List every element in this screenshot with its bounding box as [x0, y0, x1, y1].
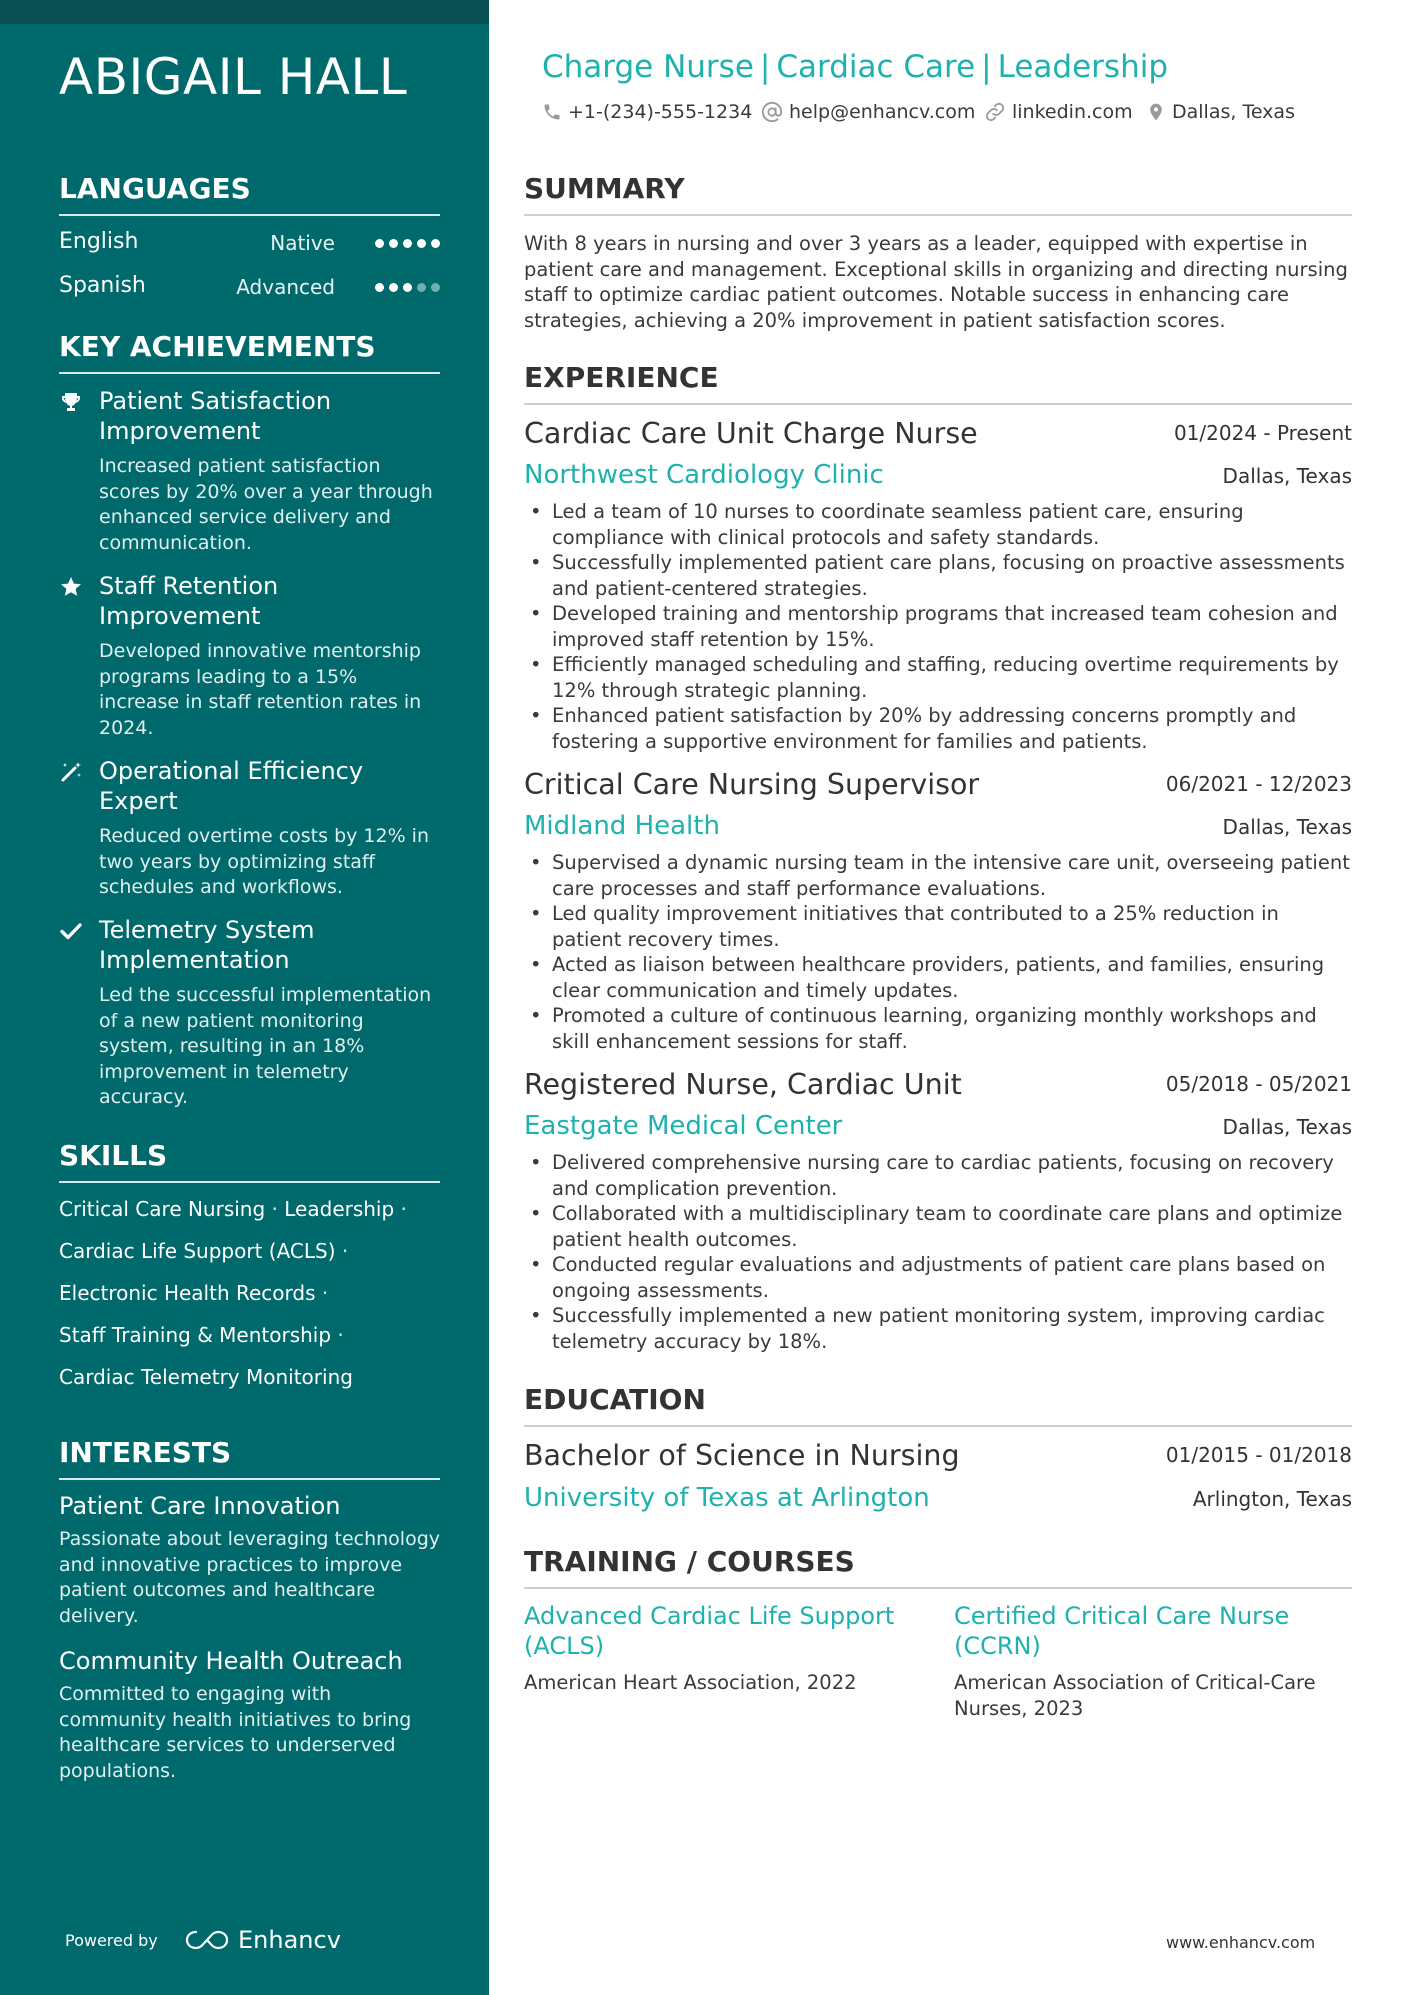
- job-location: Dallas, Texas: [1222, 815, 1352, 839]
- language-proficiency-dots: [375, 283, 440, 292]
- sidebar: [0, 0, 489, 1995]
- skill-label: Cardiac Telemetry Monitoring: [59, 1365, 353, 1389]
- job-bullets: [524, 850, 1354, 1054]
- proficiency-dot: [375, 239, 384, 248]
- job-bullets: [524, 1150, 1354, 1354]
- course-item: [524, 1601, 924, 1696]
- job-date: 01/2024 - Present: [1173, 421, 1352, 445]
- checkmark-icon: [59, 919, 83, 943]
- job-date: 06/2021 - 12/2023: [1165, 772, 1352, 796]
- job-company: Eastgate Medical Center: [524, 1111, 843, 1141]
- course-provider: American Heart Association, 2022: [524, 1671, 857, 1694]
- headline: [542, 49, 1168, 85]
- job-bullet: • Promoted a culture of continuous learning, organizing monthly workshops and skill enhancement sessions for staff.: [524, 1003, 1354, 1054]
- education-date: 01/2015 - 01/2018: [1165, 1443, 1352, 1467]
- skill-label: Staff Training & Mentorship: [59, 1323, 332, 1347]
- headline-item: Charge Nurse: [542, 49, 754, 85]
- skill-label: Leadership: [284, 1197, 395, 1221]
- enhancv-website-link[interactable]: www.enhancv.com: [1166, 1933, 1316, 1952]
- job-bullet: • Conducted regular evaluations and adjustments of patient care plans based on ongoing assessments.: [524, 1252, 1354, 1303]
- location-text: Dallas, Texas: [1172, 101, 1295, 123]
- job-title: Cardiac Care Unit Charge Nurse: [524, 417, 978, 450]
- summary-title: SUMMARY: [524, 172, 1352, 216]
- trophy-icon: [59, 390, 83, 414]
- interest-description: Committed to engaging with community health initiatives to bring healthcare services to underserved populations.: [59, 1683, 412, 1782]
- language-row: [59, 229, 440, 263]
- achievement-title: Patient Satisfaction Improvement: [99, 387, 332, 445]
- job-bullet: • Enhanced patient satisfaction by 20% by addressing concerns promptly and fostering a supportive environment for families and patients.: [524, 703, 1354, 754]
- language-level: Advanced: [236, 275, 335, 299]
- skill-item: [59, 1197, 407, 1221]
- education-school: University of Texas at Arlington: [524, 1483, 930, 1513]
- training-courses-title: TRAINING / COURSES: [524, 1545, 1352, 1589]
- skill-separator: ·: [337, 1323, 344, 1347]
- proficiency-dot: [431, 283, 440, 292]
- proficiency-dot: [389, 239, 398, 248]
- headline-item: Cardiac Care: [776, 49, 976, 85]
- job-date: 05/2018 - 05/2021: [1165, 1072, 1352, 1096]
- proficiency-dot: [389, 283, 398, 292]
- headline-separator: |: [759, 49, 771, 85]
- skill-item: [59, 1239, 348, 1263]
- proficiency-dot: [417, 283, 426, 292]
- summary-text: With 8 years in nursing and over 3 years as a leader, equipped with expertise in patient care and management. Exceptional skills in organizing and directing nursing staff to optimize cardiac patient outcomes. Notable success in enhancing care strategies, achieving a 20% improvement in patient satisfaction scores.: [524, 232, 1348, 332]
- languages-title: LANGUAGES: [59, 172, 440, 216]
- job-bullet: • Collaborated with a multidisciplinary team to coordinate care plans and optimize patient health outcomes.: [524, 1201, 1354, 1252]
- proficiency-dot: [375, 283, 384, 292]
- contact-phone[interactable]: [542, 101, 752, 123]
- interest-title: Community Health Outreach: [59, 1647, 403, 1675]
- job-bullets: [524, 499, 1354, 754]
- skill-item: [59, 1365, 353, 1389]
- job-bullet: • Delivered comprehensive nursing care to cardiac patients, focusing on recovery and complication prevention.: [524, 1150, 1354, 1201]
- skill-label: Critical Care Nursing: [59, 1197, 266, 1221]
- achievement-description: Increased patient satisfaction scores by 20% over a year through enhanced service delivery and communication.: [99, 455, 433, 554]
- job-bullet: • Developed training and mentorship programs that increased team cohesion and improved staff retention by 15%.: [524, 601, 1354, 652]
- skill-separator: ·: [271, 1197, 278, 1221]
- achievement-description: Reduced overtime costs by 12% in two years by optimizing staff schedules and workflows.: [99, 825, 430, 898]
- star-icon: [59, 575, 83, 599]
- job-company: Midland Health: [524, 811, 720, 841]
- location-pin-icon: [1146, 101, 1166, 123]
- skill-label: Electronic Health Records: [59, 1281, 316, 1305]
- course-title: Certified Critical Care Nurse (CCRN): [954, 1602, 1290, 1660]
- skill-item: [59, 1323, 344, 1347]
- skill-separator: ·: [341, 1239, 349, 1263]
- course-title: Advanced Cardiac Life Support (ACLS): [524, 1602, 895, 1660]
- job-title: Critical Care Nursing Supervisor: [524, 768, 980, 801]
- interests-title: INTERESTS: [59, 1436, 440, 1480]
- phone-icon: [542, 102, 562, 122]
- enhancv-brand-text: Enhancv: [238, 1926, 341, 1954]
- achievement-title: Staff Retention Improvement: [99, 572, 279, 630]
- phone-text: +1-(234)-555-1234: [568, 101, 753, 123]
- achievement-item: [59, 571, 440, 741]
- achievement-title: Telemetry System Implementation: [99, 916, 315, 974]
- job-location: Dallas, Texas: [1222, 1115, 1352, 1139]
- proficiency-dot: [431, 239, 440, 248]
- achievement-item: [59, 756, 440, 901]
- linkedin-text: linkedin.com: [1012, 101, 1133, 123]
- enhancv-logo-icon: [184, 1928, 230, 1952]
- proficiency-dot: [403, 283, 412, 292]
- language-name: English: [59, 229, 139, 254]
- job-bullet: • Supervised a dynamic nursing team in the intensive care unit, overseeing patient care processes and staff performance evaluations.: [524, 850, 1354, 901]
- contact-linkedin[interactable]: [984, 101, 1133, 123]
- job-bullet: • Led a team of 10 nurses to coordinate seamless patient care, ensuring compliance with clinical protocols and safety standards.: [524, 499, 1354, 550]
- job-bullet: • Led quality improvement initiatives that contributed to a 25% reduction in patient recovery times.: [524, 901, 1354, 952]
- skill-separator: ·: [400, 1197, 407, 1221]
- job-location: Dallas, Texas: [1222, 464, 1352, 488]
- at-sign-icon: [761, 101, 783, 123]
- skills-title: SKILLS: [59, 1139, 440, 1183]
- achievement-description: Developed innovative mentorship programs leading to a 15% increase in staff retention rates in 2024.: [99, 640, 422, 739]
- education-title: EDUCATION: [524, 1383, 1352, 1427]
- key-achievements-title: KEY ACHIEVEMENTS: [59, 330, 440, 374]
- link-icon: [984, 101, 1006, 123]
- email-text: help@enhancv.com: [789, 101, 976, 123]
- proficiency-dot: [403, 239, 412, 248]
- education-location: Arlington, Texas: [1192, 1487, 1352, 1511]
- course-item: [954, 1601, 1354, 1721]
- candidate-name: ABIGAIL HALL: [59, 48, 408, 106]
- headline-item: Leadership: [997, 49, 1169, 85]
- enhancv-logo[interactable]: [184, 1926, 341, 1954]
- skill-item: [59, 1281, 328, 1305]
- language-level: Native: [270, 231, 335, 255]
- skill-separator: ·: [321, 1281, 329, 1305]
- headline-separator: |: [981, 49, 992, 85]
- proficiency-dot: [417, 239, 426, 248]
- contact-location: [1146, 101, 1295, 123]
- interest-item: [59, 1646, 440, 1784]
- achievement-title: Operational Efficiency Expert: [99, 757, 364, 815]
- interest-description: Passionate about leveraging technology and innovative practices to improve patient outcomes and healthcare delivery.: [59, 1528, 441, 1627]
- sidebar-top-bar: [0, 0, 489, 24]
- powered-by-label: Powered by: [65, 1931, 158, 1950]
- contact-email[interactable]: [761, 101, 975, 123]
- achievement-description: Led the successful implementation of a new patient monitoring system, resulting in an 18% improvement in telemetry accuracy.: [99, 984, 432, 1108]
- job-bullet: • Acted as liaison between healthcare providers, patients, and families, ensuring clear communication and timely updates.: [524, 952, 1354, 1003]
- job-title: Registered Nurse, Cardiac Unit: [524, 1068, 962, 1101]
- job-bullet: • Efficiently managed scheduling and staffing, reducing overtime requirements by 12% through strategic planning.: [524, 652, 1354, 703]
- interest-item: [59, 1491, 440, 1629]
- achievement-item: [59, 386, 440, 556]
- course-provider: American Association of Critical-Care Nurses, 2023: [954, 1671, 1316, 1720]
- job-company: Northwest Cardiology Clinic: [524, 460, 884, 490]
- interest-title: Patient Care Innovation: [59, 1492, 341, 1520]
- language-proficiency-dots: [375, 239, 440, 248]
- language-name: Spanish: [59, 273, 146, 298]
- language-row: [59, 273, 440, 307]
- experience-title: EXPERIENCE: [524, 361, 1352, 405]
- magic-wand-icon: [59, 760, 83, 784]
- education-degree: Bachelor of Science in Nursing: [524, 1439, 960, 1472]
- skill-label: Cardiac Life Support (ACLS): [59, 1239, 336, 1263]
- job-bullet: • Successfully implemented patient care plans, focusing on proactive assessments and patient-centered strategies.: [524, 550, 1354, 601]
- achievement-item: [59, 915, 440, 1111]
- job-bullet: • Successfully implemented a new patient monitoring system, improving cardiac telemetry accuracy by 18%.: [524, 1303, 1354, 1354]
